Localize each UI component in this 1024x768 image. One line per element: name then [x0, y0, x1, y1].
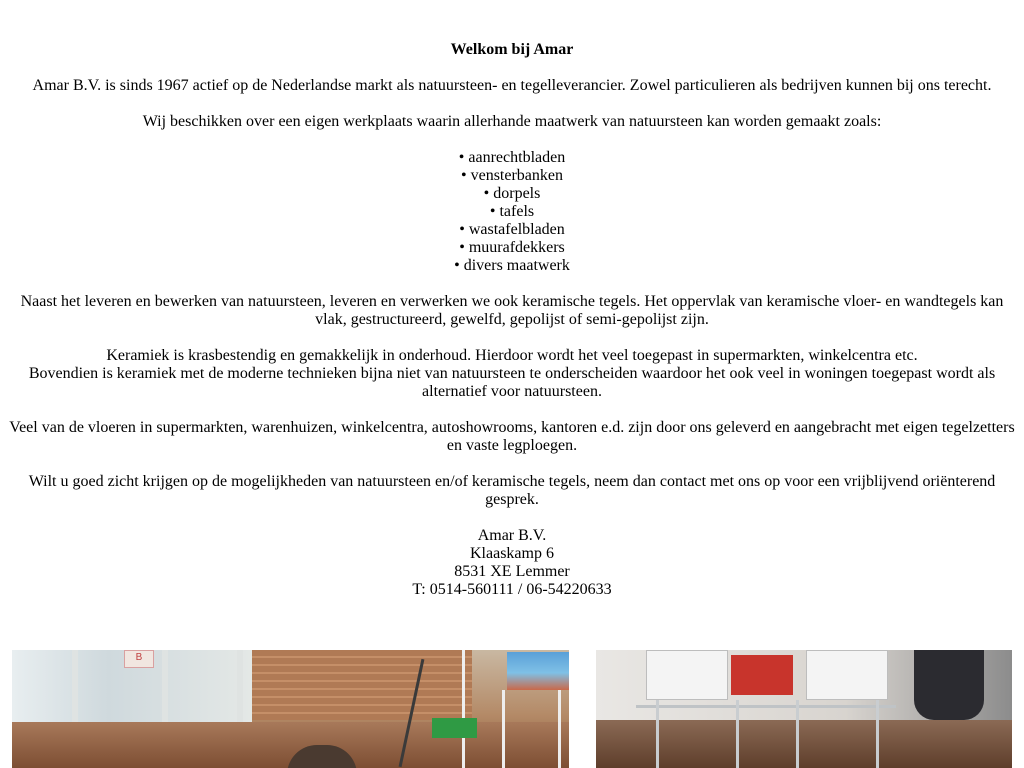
- address-street: Klaaskamp 6: [470, 545, 554, 562]
- display-stand: [558, 690, 561, 768]
- workshop-paragraph: Wij beschikken over een eigen werkplaats waarin allerhande maatwerk van natuursteen kan worden gemaakt zoals:: [142, 113, 882, 130]
- contact-invite-paragraph: Wilt u goed zicht krijgen op de mogelijkheden van natuursteen en/of keramische tegels, neem dan contact met ons op voor een vrijblijvend oriënterend gesprek.: [28, 473, 996, 508]
- display-panel: [806, 650, 888, 700]
- ceramics-paragraph: Naast het leveren en bewerken van natuursteen, leveren en verwerken we ook keramische tegels. Het oppervlak van keramische vloer- en wandtegels kan vlak, gestructureerd, gewelfd, gepolijst of semi-gepolijst zijn.: [20, 293, 1004, 328]
- list-item: • aanrechtbladen: [8, 149, 1016, 167]
- display-panel: [646, 650, 728, 700]
- company-address: [8, 527, 1016, 599]
- stand-leg: [736, 700, 739, 768]
- visitor: [914, 650, 984, 720]
- window-sign: [124, 650, 154, 668]
- address-phone: T: 0514-560111 / 06-54220633: [412, 581, 612, 598]
- page-title: Welkom bij Amar: [450, 41, 574, 58]
- showroom-photo-left: [12, 650, 569, 768]
- list-item: • vensterbanken: [8, 167, 1016, 185]
- display-stand: [462, 650, 465, 768]
- address-company: Amar B.V.: [477, 527, 547, 544]
- display-stand: [502, 690, 505, 768]
- list-item: • wastafelbladen: [8, 221, 1016, 239]
- stand-leg: [656, 700, 659, 768]
- ceramics-use-line-2: Bovendien is keramiek met de moderne technieken bijna niet van natuursteen te onderscheiden waardoor het ook veel in woningen toegepast wordt als alternatief voor natuursteen.: [28, 365, 996, 400]
- references-paragraph: Veel van de vloeren in supermarkten, warenhuizen, winkelcentra, autoshowrooms, kantoren e.d. zijn door ons geleverd en aangebracht met eigen tegelzetters en vaste legploegen.: [9, 419, 1015, 454]
- ceramics-use-paragraph: [8, 347, 1016, 401]
- painting-board: [507, 652, 569, 690]
- ceramics-use-line-1: Keramiek is krasbestendig en gemakkelijk in onderhoud. Hierdoor wordt het veel toegepast in supermarkten, winkelcentra etc.: [106, 347, 918, 364]
- list-item: • tafels: [8, 203, 1016, 221]
- list-item: • divers maatwerk: [8, 257, 1016, 275]
- stand-rail: [636, 705, 896, 708]
- list-item: • dorpels: [8, 185, 1016, 203]
- stand-leg: [876, 700, 879, 768]
- list-item: • muurafdekkers: [8, 239, 1016, 257]
- main-content: [8, 41, 1016, 599]
- intro-paragraph: Amar B.V. is sinds 1967 actief op de Nederlandse markt als natuursteen- en tegelleverancier. Zowel particulieren als bedrijven kunnen bij ons terecht.: [32, 77, 992, 94]
- address-city: 8531 XE Lemmer: [454, 563, 570, 580]
- exhibition-photo-right: [596, 650, 1012, 768]
- product-list: [8, 149, 1016, 275]
- green-crate: [432, 718, 477, 738]
- red-poster: [731, 655, 793, 695]
- brick-wall: [252, 650, 472, 720]
- window-sign-text: B: [135, 652, 143, 663]
- stand-leg: [796, 700, 799, 768]
